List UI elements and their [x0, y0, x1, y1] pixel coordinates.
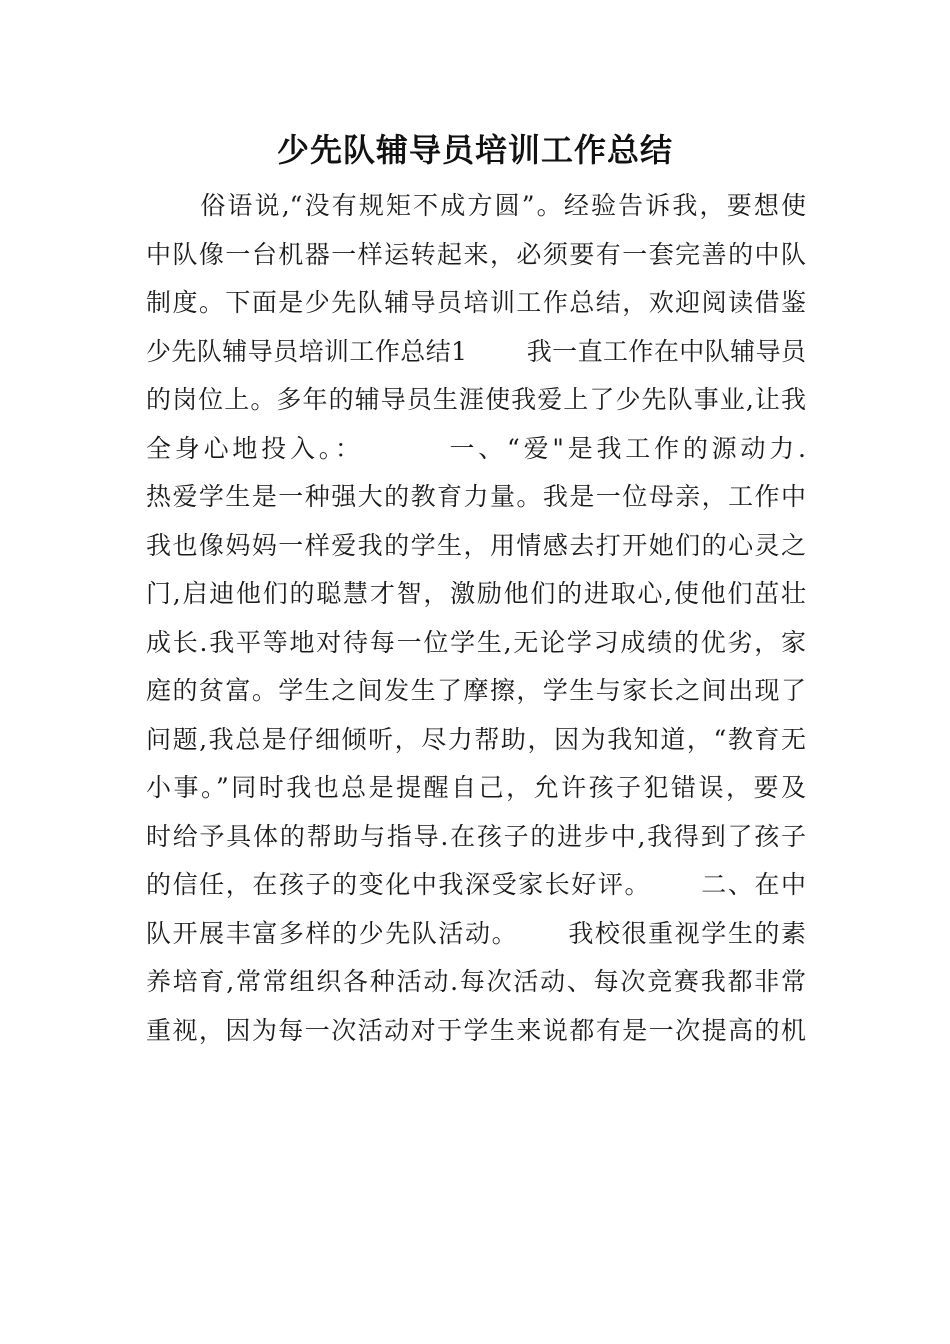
body-line: 队开展丰富多样的少先队活动。 我校很重视学生的素: [146, 918, 806, 948]
body-line: 中队像一台机器一样运转起来，必须要有一套完善的中队: [146, 239, 806, 269]
body-line: 我也像妈妈一样爱我的学生，用情感去打开她们的心灵之: [146, 530, 806, 560]
body-line: 养培育,常常组织各种活动.每次活动、每次竞赛我都非常: [146, 967, 806, 996]
body-line: 制度。下面是少先队辅导员培训工作总结，欢迎阅读借鉴: [146, 288, 806, 317]
body-line: 门,启迪他们的聪慧才智，激励他们的进取心,使他们茁壮: [146, 579, 806, 608]
body-line: 的信任，在孩子的变化中我深受家长好评。 二、在中: [146, 870, 806, 899]
body-line: 少先队辅导员培训工作总结1 我一直工作在中队辅导员: [146, 336, 806, 366]
body-line: 时给予具体的帮助与指导.在孩子的进步中,我得到了孩子: [146, 821, 806, 851]
body-line: 俗语说,“没有规矩不成方圆”。经验告诉我，要想使: [146, 191, 806, 220]
body-line: 庭的贫富。学生之间发生了摩擦，学生与家长之间出现了: [146, 676, 806, 705]
body-line: 的岗位上。多年的辅导员生涯使我爱上了少先队事业,让我: [146, 385, 806, 414]
body-line: 全身心地投入。： 一、“爱"是我工作的源动力.: [146, 433, 806, 463]
body-line: 成长.我平等地对待每一位学生,无论学习成绩的优劣，家: [146, 627, 806, 657]
document-body: [146, 182, 806, 1055]
body-line: 热爱学生是一种强大的教育力量。我是一位母亲，工作中: [146, 482, 806, 511]
body-line: 问题,我总是仔细倾听，尽力帮助，因为我知道，“教育无: [146, 724, 806, 754]
body-line: 重视，因为每一次活动对于学生来说都有是一次提高的机: [146, 1015, 806, 1045]
body-line: 小事。”同时我也总是提醒自己，允许孩子犯错误，要及: [146, 773, 806, 802]
document-title: 少先队辅导员培训工作总结: [276, 131, 673, 169]
